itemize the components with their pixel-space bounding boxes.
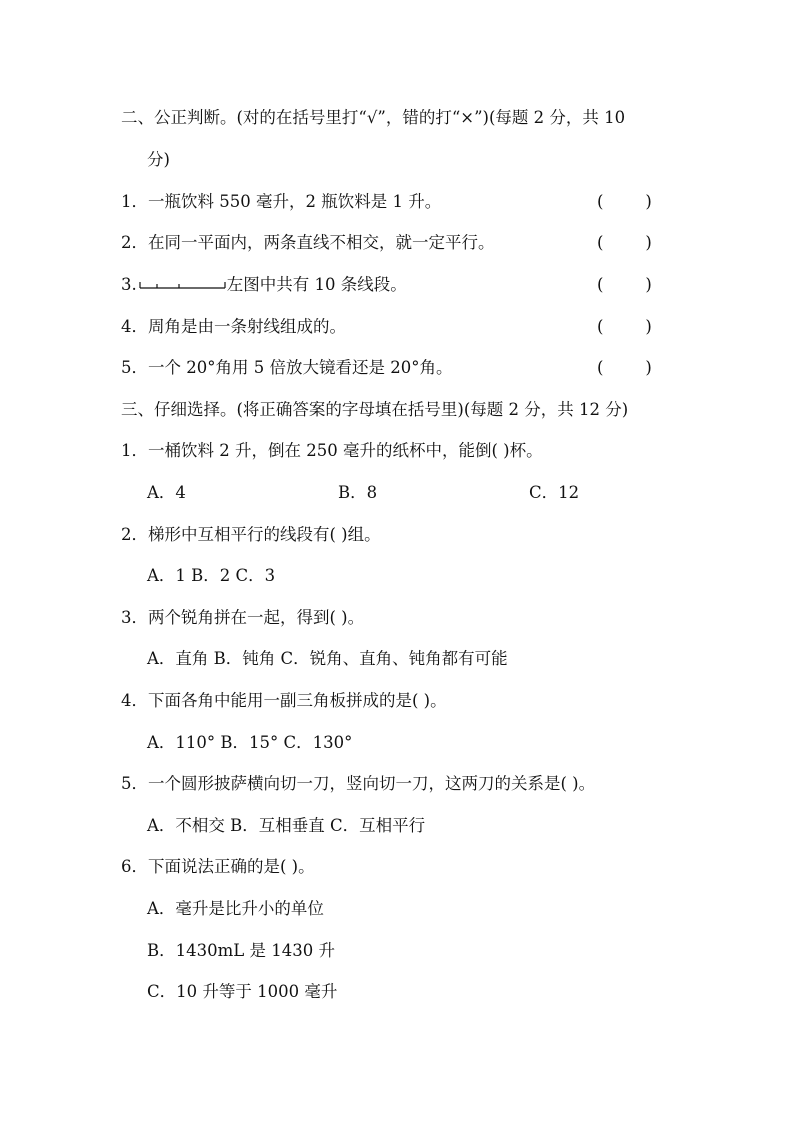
item-text: 周角是由一条射线组成的。 [148, 317, 346, 336]
judge-item-5 [121, 357, 452, 379]
judge-item-4 [121, 316, 346, 338]
item-text: 左图中共有 10 条线段。 [226, 275, 407, 294]
section3-heading: 三、仔细选择。(将正确答案的字母填在括号里)(每题 2 分，共 12 分) [121, 400, 629, 419]
item-text: 一个 20°角用 5 倍放大镜看还是 20°角。 [148, 358, 453, 377]
answer-blank[interactable]: ( ) [597, 233, 652, 252]
options-line[interactable]: A．1 B．2 C．3 [147, 566, 276, 585]
option-a[interactable]: A．毫升是比升小的单位 [147, 899, 324, 918]
item-number: 3. [121, 275, 137, 294]
answer-blank[interactable]: ( ) [597, 317, 652, 336]
item-number: 1． [121, 192, 148, 211]
option-c[interactable]: C．12 [529, 483, 580, 502]
section2-heading: 二、公正判断。(对的在括号里打“√”，错的打“×”)(每题 2 分，共 10 [121, 108, 626, 127]
line-segment-figure [137, 276, 227, 290]
choice-question-6: 6．下面说法正确的是( )。 [121, 857, 315, 876]
option-a[interactable]: A．4 [147, 483, 186, 502]
item-number: 2． [121, 233, 148, 252]
judge-item-2 [121, 232, 495, 254]
item-text: 一瓶饮料 550 毫升，2 瓶饮料是 1 升。 [148, 192, 442, 211]
choice-question-4: 4．下面各角中能用一副三角板拼成的是( )。 [121, 691, 447, 710]
options-line[interactable]: A．不相交 B．互相垂直 C．互相平行 [147, 816, 426, 835]
answer-blank[interactable]: ( ) [597, 275, 652, 294]
options-line[interactable]: A．直角 B．钝角 C．锐角、直角、钝角都有可能 [147, 649, 508, 668]
judge-item-3 [121, 274, 407, 296]
choice-question-1: 1．一桶饮料 2 升，倒在 250 毫升的纸杯中，能倒( )杯。 [121, 441, 543, 460]
item-number: 5． [121, 358, 148, 377]
judge-item-1 [121, 191, 441, 213]
section2-heading-cont: 分) [147, 150, 170, 169]
item-number: 4． [121, 317, 148, 336]
choice-question-2: 2．梯形中互相平行的线段有( )组。 [121, 525, 381, 544]
option-c[interactable]: C．10 升等于 1000 毫升 [147, 982, 338, 1001]
choice-question-5: 5．一个圆形披萨横向切一刀，竖向切一刀，这两刀的关系是( )。 [121, 774, 596, 793]
answer-blank[interactable]: ( ) [597, 358, 652, 377]
options-line[interactable]: A．110° B．15° C．130° [147, 733, 353, 752]
item-text: 在同一平面内，两条直线不相交，就一定平行。 [148, 233, 495, 252]
choice-question-3: 3．两个锐角拼在一起，得到( )。 [121, 608, 365, 627]
answer-blank[interactable]: ( ) [597, 192, 652, 211]
option-b[interactable]: B．1430mL 是 1430 升 [147, 941, 335, 960]
option-b[interactable]: B．8 [338, 483, 378, 502]
